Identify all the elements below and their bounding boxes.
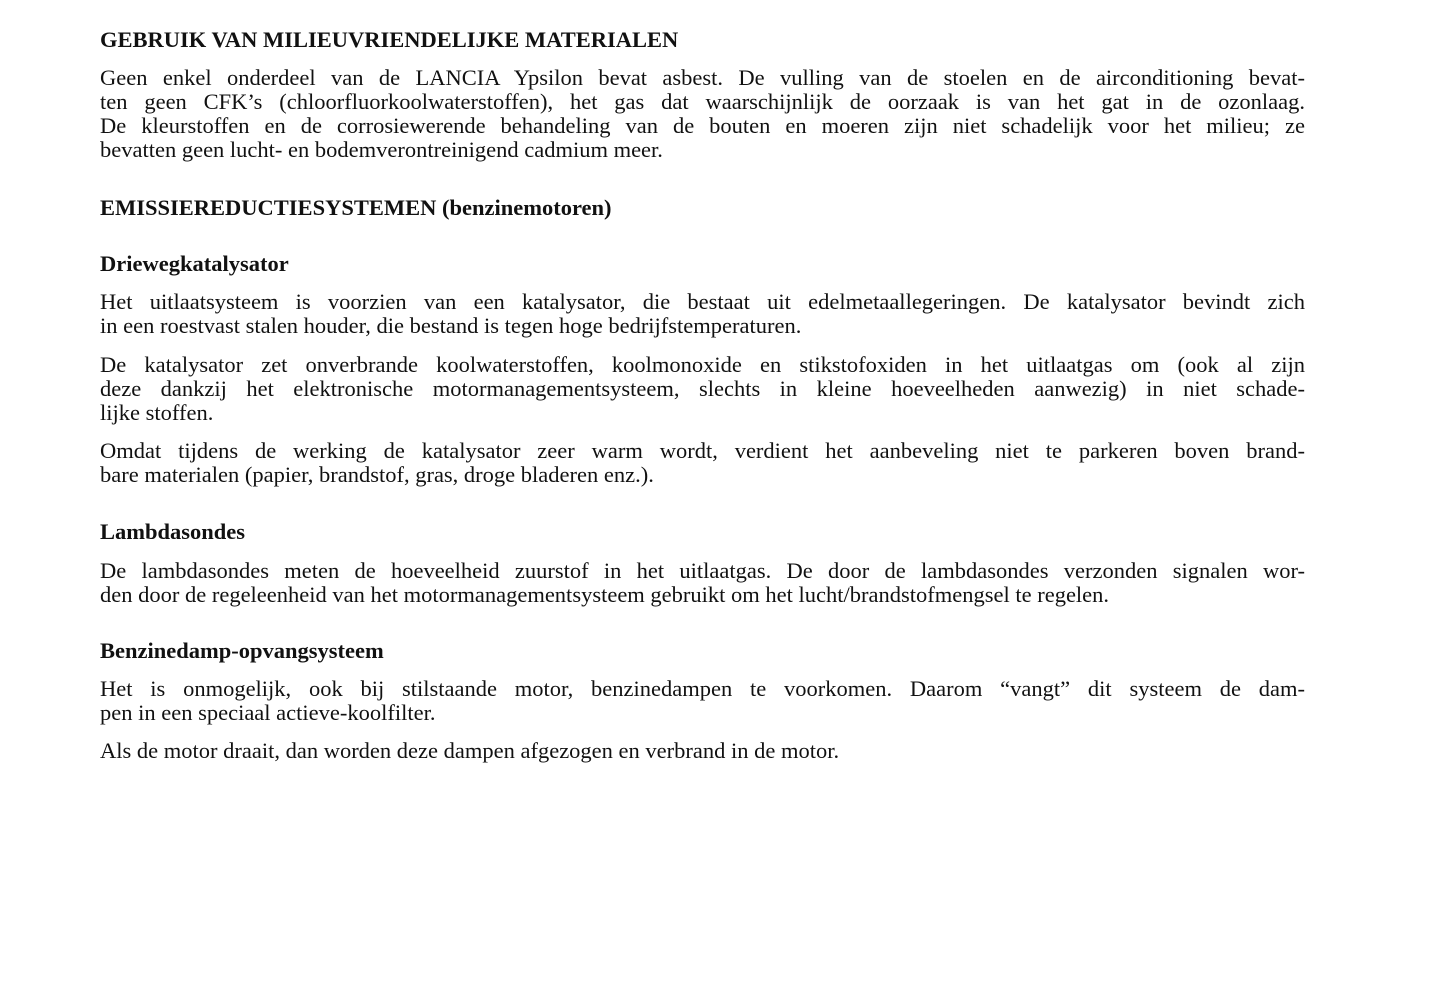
text-line: De katalysator zet onverbrande koolwaterstoffen, koolmonoxide en stikstofoxiden in het uitlaatgas om (ook al zijn [100, 352, 1305, 377]
text-line: Als de motor draait, dan worden deze dampen afgezogen en verbrand in de motor. [100, 738, 840, 763]
text-line: De lambdasondes meten de hoeveelheid zuurstof in het uitlaatgas. De door de lambdasondes verzonden signalen wor- [100, 558, 1305, 583]
section-heading-emission: EMISSIEREDUCTIESYSTEMEN (benzinemotoren) [100, 195, 612, 220]
subheading-lambda: Lambdasondes [100, 519, 246, 544]
text-line: ten geen CFK’s (chloorfluorkoolwaterstoffen), het gas dat waarschijnlijk de oorzaak is van het gat in de ozonlaag. [100, 89, 1305, 114]
text-line: bare materialen (papier, brandstof, gras, droge bladeren enz.). [100, 462, 654, 487]
text-line: Het is onmogelijk, ook bij stilstaande motor, benzinedampen te voorkomen. Daarom “vangt” dit systeem de dam- [100, 676, 1305, 701]
text-line: bevatten geen lucht- en bodemverontreinigend cadmium meer. [100, 137, 663, 162]
section-heading-materials: GEBRUIK VAN MILIEUVRIENDELIJKE MATERIALEN [100, 27, 679, 52]
text-line: Omdat tijdens de werking de katalysator zeer warm wordt, verdient het aanbeveling niet te parkeren boven brand- [100, 438, 1305, 463]
subheading-catalyst: Driewegkatalysator [100, 251, 289, 276]
text-line: Het uitlaatsysteem is voorzien van een katalysator, die bestaat uit edelmetaallegeringen. De katalysator bevindt zich [100, 289, 1305, 314]
paragraph-catalyst-3 [100, 439, 1305, 487]
paragraph-catalyst-1 [100, 290, 1305, 338]
paragraph-catalyst-2 [100, 353, 1305, 425]
paragraph-materials [100, 66, 1305, 162]
paragraph-vapour-1 [100, 677, 1305, 725]
text-line: Geen enkel onderdeel van de LANCIA Ypsilon bevat asbest. De vulling van de stoelen en de airconditioning bevat- [100, 65, 1305, 90]
paragraph-lambda [100, 559, 1305, 607]
text-line: deze dankzij het elektronische motormanagementsysteem, slechts in kleine hoeveelheden aanwezig) in niet schade- [100, 376, 1305, 401]
text-line: lijke stoffen. [100, 400, 214, 425]
text-line: De kleurstoffen en de corrosiewerende behandeling van de bouten en moeren zijn niet schadelijk voor het milieu; ze [100, 113, 1305, 138]
text-line: den door de regeleenheid van het motormanagementsysteem gebruikt om het lucht/brandstofmengsel te regelen. [100, 582, 1110, 607]
subheading-vapour: Benzinedamp-opvangsysteem [100, 638, 384, 663]
paragraph-vapour-2 [100, 739, 1305, 763]
text-line: pen in een speciaal actieve-koolfilter. [100, 700, 436, 725]
text-line: in een roestvast stalen houder, die bestand is tegen hoge bedrijfstemperaturen. [100, 313, 802, 338]
